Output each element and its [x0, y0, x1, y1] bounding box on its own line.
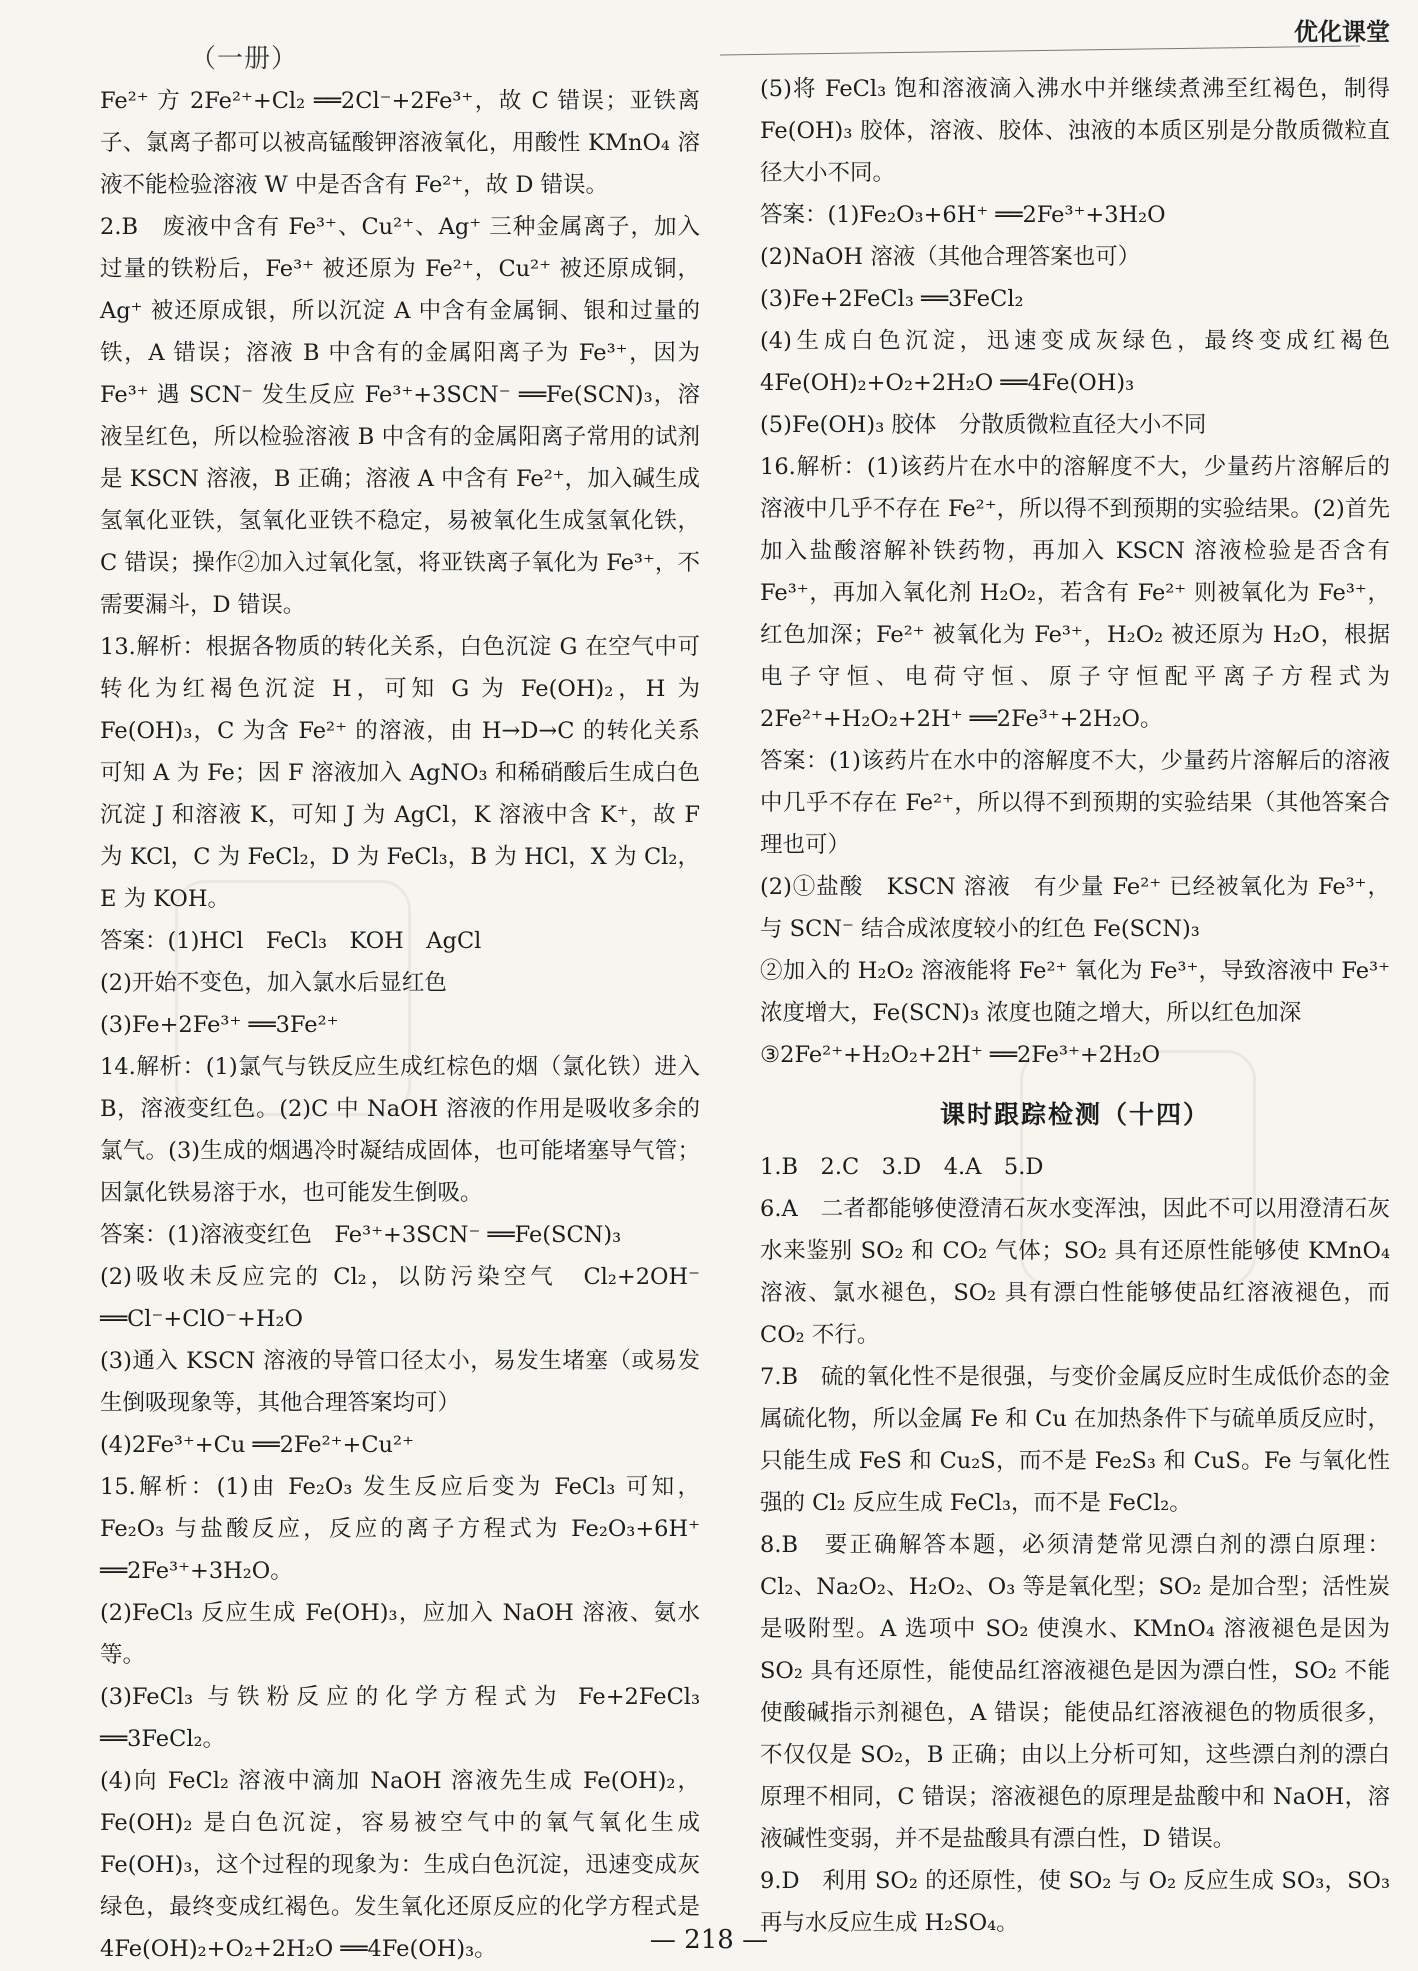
paragraph: (5)将 FeCl₃ 饱和溶液滴入沸水中并继续煮沸至红褐色，制得 Fe(OH)₃ 胶体，溶液、胶体、浊液的本质区别是分散质微粒直径大小不同。 [760, 76, 1390, 186]
paragraph: ③2Fe²⁺+H₂O₂+2H⁺ ══2Fe³⁺+2H₂O [760, 1042, 1161, 1068]
paragraph: (4)2Fe³⁺+Cu ══2Fe²⁺+Cu²⁺ [100, 1432, 414, 1458]
paragraph: 答案：(1)该药片在水中的溶解度不大，少量药片溶解后的溶液中几乎不存在 Fe²⁺，所以得不到预期的实验结果（其他答案合理也可） [760, 748, 1390, 858]
section-title: 课时跟踪检测（十四） [939, 1100, 1210, 1129]
paragraph: ②加入的 H₂O₂ 溶液能将 Fe²⁺ 氧化为 Fe³⁺，导致溶液中 Fe³⁺ 浓度增大，Fe(SCN)₃ 浓度也随之增大，所以红色加深 [760, 958, 1390, 1026]
paragraph: 15.解析：(1)由 Fe₂O₃ 发生反应后变为 FeCl₃ 可知，Fe₂O₃ 与盐酸反应，反应的离子方程式为 Fe₂O₃+6H⁺ ══2Fe³⁺+3H₂O。 [100, 1474, 700, 1584]
paragraph: 8.B 要正确解答本题，必须清楚常见漂白剂的漂白原理：Cl₂、Na₂O₂、H₂O₂、O₃ 等是氧化型；SO₂ 是加合型；活性炭是吸附型。A 选项中 SO₂ 使溴水、KMnO₄ 溶液褪色是因为 SO₂ 具有还原性，能使品红溶液褪色是因为漂白性，SO₂ 不能使酸碱指示剂褪色，A 错误；能使品红溶液褪色的物质很多，不仅仅是 SO₂，B 正确；由以上分析可知，这些漂白剂的漂白原理不相同，C 错误；溶液褪色的原理是盐酸中和 NaOH，溶液碱性变弱，并不是盐酸具有漂白性，D 错误。 [760, 1532, 1390, 1852]
paragraph: 14.解析：(1)氯气与铁反应生成红棕色的烟（氯化铁）进入 B，溶液变红色。(2)C 中 NaOH 溶液的作用是吸收多余的氯气。(3)生成的烟遇冷时凝结成固体，也可能堵塞导气管；因氯化铁易溶于水，也可能发生倒吸。 [100, 1054, 700, 1206]
paragraph: 16.解析：(1)该药片在水中的溶解度不大，少量药片溶解后的溶液中几乎不存在 Fe²⁺，所以得不到预期的实验结果。(2)首先加入盐酸溶解补铁药物，再加入 KSCN 溶液检验是否含有 Fe³⁺，再加入氧化剂 H₂O₂，若含有 Fe²⁺ 则被氧化为 Fe³⁺，红色加深；Fe²⁺ 被氧化为 Fe³⁺，H₂O₂ 被还原为 H₂O，根据电子守恒、电荷守恒、原子守恒配平离子方程式为 2Fe²⁺+H₂O₂+2H⁺ ══2Fe³⁺+2H₂O。 [760, 454, 1390, 732]
paragraph: 2.B 废液中含有 Fe³⁺、Cu²⁺、Ag⁺ 三种金属离子，加入过量的铁粉后，Fe³⁺ 被还原为 Fe²⁺，Cu²⁺ 被还原成铜，Ag⁺ 被还原成银，所以沉淀 A 中含有金属铜、银和过量的铁，A 错误；溶液 B 中含有的金属阳离子为 Fe³⁺，因为 Fe³⁺ 遇 SCN⁻ 发生反应 Fe³⁺+3SCN⁻ ══Fe(SCN)₃，溶液呈红色，所以检验溶液 B 中含有的金属阳离子常用的试剂是 KSCN 溶液，B 正确；溶液 A 中含有 Fe²⁺，加入碱生成氢氧化亚铁，氢氧化亚铁不稳定，易被氧化生成氢氧化铁，C 错误；操作②加入过氧化氢，将亚铁离子氧化为 Fe³⁺，不需要漏斗，D 错误。 [100, 214, 700, 618]
header-right: 优化课堂 [1294, 17, 1390, 46]
paragraph: 答案：(1)溶液变红色 Fe³⁺+3SCN⁻ ══Fe(SCN)₃ [100, 1222, 622, 1248]
paragraph: (5)Fe(OH)₃ 胶体 分散质微粒直径大小不同 [760, 412, 1207, 438]
paragraph: 1.B 2.C 3.D 4.A 5.D [760, 1154, 1044, 1180]
paragraph: Fe²⁺ 方 2Fe²⁺+Cl₂ ══2Cl⁻+2Fe³⁺，故 C 错误；亚铁离子、氯离子都可以被高锰酸钾溶液氧化，用酸性 KMnO₄ 溶液不能检验溶液 W 中是否含有 Fe²⁺，故 D 错误。 [100, 88, 700, 198]
paragraph: (4)向 FeCl₂ 溶液中滴加 NaOH 溶液先生成 Fe(OH)₂，Fe(OH)₂ 是白色沉淀，容易被空气中的氧气氧化生成 Fe(OH)₃，这个过程的现象为：生成白色沉淀，迅速变成灰绿色，最终变成红褐色。发生氧化还原反应的化学方程式是 4Fe(OH)₂+O₂+2H₂O ══4Fe(OH)₃。 [100, 1768, 700, 1962]
paragraph: (2)FeCl₃ 反应生成 Fe(OH)₃，应加入 NaOH 溶液、氨水等。 [100, 1600, 700, 1668]
paragraph: (2)①盐酸 KSCN 溶液 有少量 Fe²⁺ 已经被氧化为 Fe³⁺，与 SCN⁻ 结合成浓度较小的红色 Fe(SCN)₃ [760, 874, 1390, 942]
paragraph: (4)生成白色沉淀，迅速变成灰绿色，最终变成红褐色 4Fe(OH)₂+O₂+2H₂O ══4Fe(OH)₃ [760, 328, 1413, 396]
paragraph: 13.解析：根据各物质的转化关系，白色沉淀 G 在空气中可转化为红褐色沉淀 H，可知 G 为 Fe(OH)₂，H 为 Fe(OH)₃，C 为含 Fe²⁺ 的溶液，由 H→D→C 的转化关系可知 A 为 Fe；因 F 溶液加入 AgNO₃ 和稀硝酸后生成白色沉淀 J 和溶液 K，可知 J 为 AgCl，K 溶液中含 K⁺，故 F 为 KCl，C 为 FeCl₂，D 为 FeCl₃，B 为 HCl，X 为 Cl₂，E 为 KOH。 [100, 634, 700, 912]
page-number: — 218 — [649, 1925, 769, 1955]
paragraph: (2)NaOH 溶液（其他合理答案也可） [760, 244, 1141, 270]
header-left: （一册） [190, 44, 299, 74]
paragraph: (2)吸收未反应完的 Cl₂，以防污染空气 Cl₂+2OH⁻ ══Cl⁻+ClO⁻+H₂O [100, 1264, 700, 1332]
paragraph: 6.A 二者都能够使澄清石灰水变浑浊，因此不可以用澄清石灰水来鉴别 SO₂ 和 CO₂ 气体；SO₂ 具有还原性能够使 KMnO₄ 溶液、氯水褪色，SO₂ 具有漂白性能够使品红溶液褪色，而 CO₂ 不行。 [760, 1196, 1390, 1348]
paragraph: 7.B 硫的氧化性不是很强，与变价金属反应时生成低价态的金属硫化物，所以金属 Fe 和 Cu 在加热条件下与硫单质反应时，只能生成 FeS 和 Cu₂S，而不是 Fe₂S₃ 和 CuS。Fe 与氧化性强的 Cl₂ 反应生成 FeCl₃，而不是 FeCl₂。 [760, 1364, 1390, 1516]
paragraph: 答案：(1)Fe₂O₃+6H⁺ ══2Fe³⁺+3H₂O [760, 202, 1166, 228]
header-rule [720, 46, 1360, 56]
paragraph: (3)Fe+2FeCl₃ ══3FeCl₂ [760, 286, 1024, 312]
right-column [760, 68, 1413, 1944]
paragraph: 9.D 利用 SO₂ 的还原性，使 SO₂ 与 O₂ 反应生成 SO₃，SO₃ 再与水反应生成 H₂SO₄。 [760, 1868, 1390, 1936]
paragraph: 答案：(1)HCl FeCl₃ KOH AgCl [100, 928, 482, 954]
paragraph: (3)通入 KSCN 溶液的导管口径太小，易发生堵塞（或易发生倒吸现象等，其他合理答案均可） [100, 1348, 700, 1416]
paragraph: (2)开始不变色，加入氯水后显红色 [100, 970, 447, 996]
left-column [100, 80, 700, 1970]
paragraph: (3)Fe+2Fe³⁺ ══3Fe²⁺ [100, 1012, 339, 1038]
paragraph: (3)FeCl₃ 与铁粉反应的化学方程式为 Fe+2FeCl₃ ══3FeCl₂。 [100, 1684, 700, 1752]
